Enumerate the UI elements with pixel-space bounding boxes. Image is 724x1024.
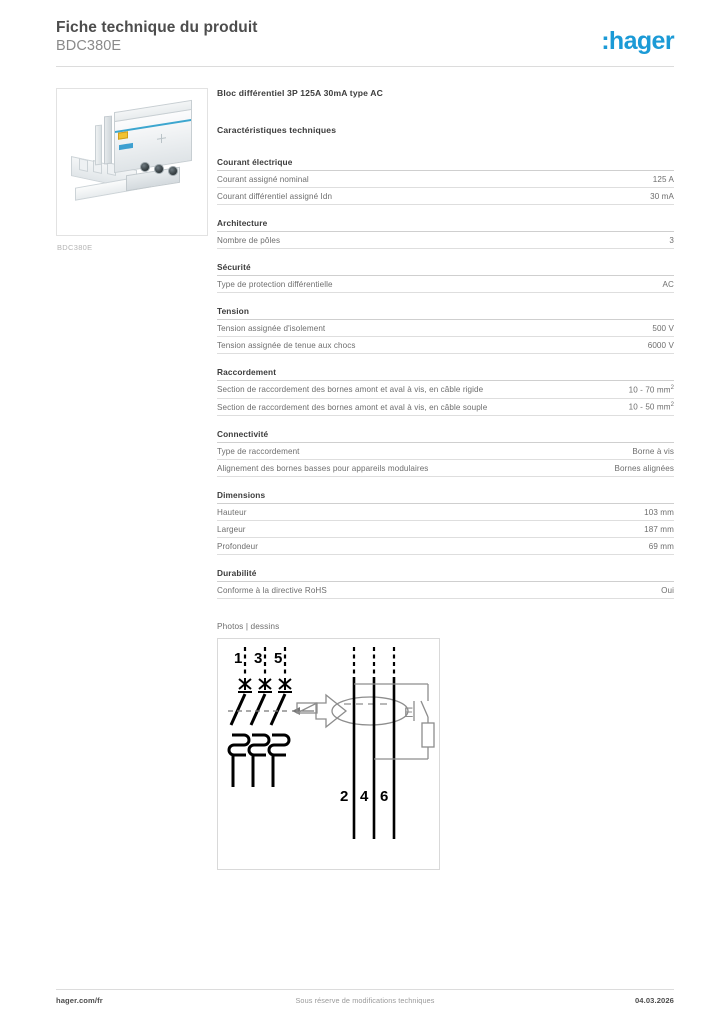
spec-value: 3 (669, 235, 674, 245)
spec-row (217, 399, 674, 417)
page-footer (56, 996, 674, 1010)
spec-group-title: Dimensions (217, 490, 674, 504)
spec-group (217, 157, 674, 205)
spec-row (217, 171, 674, 188)
spec-label: Section de raccordement des bornes amont et aval à vis, en câble souple (217, 402, 488, 412)
switch-blades (231, 694, 285, 725)
spec-row (217, 538, 674, 555)
product-terminal-port (140, 162, 150, 172)
incoming-leads-right (354, 647, 394, 677)
footer-disclaimer: Sous réserve de modifications techniques (295, 996, 435, 1005)
spec-group-title: Courant électrique (217, 157, 674, 171)
spec-label: Nombre de pôles (217, 235, 281, 245)
spec-label: Hauteur (217, 507, 247, 517)
spec-group (217, 568, 674, 599)
lower-leads-left (233, 755, 273, 787)
spec-row (217, 521, 674, 538)
spec-label: Tension assignée de tenue aux chocs (217, 340, 356, 350)
hager-logo: :hager (601, 27, 674, 55)
spec-value: Oui (661, 585, 674, 595)
trip-arrow (292, 707, 314, 715)
through-conductors (354, 677, 394, 839)
spec-row (217, 460, 674, 477)
product-clip (79, 158, 88, 172)
product-terminal-port (154, 164, 164, 174)
page-subtitle: BDC380E (56, 38, 122, 54)
spec-group-title: Durabilité (217, 568, 674, 582)
spec-row (217, 232, 674, 249)
coil-elements (229, 735, 289, 755)
spec-label: Type de protection différentielle (217, 279, 333, 289)
toroid-transformer (332, 697, 408, 725)
spec-row (217, 582, 674, 599)
specs-groups (217, 157, 674, 599)
spec-group-title: Architecture (217, 218, 674, 232)
spec-value: 69 mm (648, 541, 674, 551)
spec-label: Conforme à la directive RoHS (217, 585, 327, 595)
spec-label: Largeur (217, 524, 246, 534)
wiring-diagram-svg (218, 639, 441, 871)
terminal-label-2: 2 (340, 788, 349, 806)
spec-row (217, 504, 674, 521)
spec-value: 6000 V (647, 340, 674, 350)
footer-website[interactable]: hager.com/fr (56, 996, 103, 1005)
test-button-label: E (404, 704, 414, 721)
spec-value: Bornes alignées (614, 463, 674, 473)
footer-date: 04.03.2026 (634, 996, 674, 1005)
spec-value: AC (662, 279, 674, 289)
spec-value: 187 mm (644, 524, 674, 534)
spec-row (217, 320, 674, 337)
spec-group (217, 306, 674, 354)
spec-group (217, 429, 674, 477)
product-body (114, 109, 192, 173)
page-header (56, 18, 674, 68)
product-photo (56, 88, 208, 236)
terminal-label-5: 5 (274, 650, 283, 668)
page-title: Fiche technique du produit (56, 19, 258, 36)
spec-row (217, 337, 674, 354)
product-name: Bloc différentiel 3P 125A 30mA type AC (217, 88, 384, 98)
spec-row (217, 188, 674, 205)
spec-group (217, 218, 674, 249)
photos-section-title: Photos | dessins (217, 621, 280, 632)
terminal-label-6: 6 (380, 788, 389, 806)
spec-label: Alignement des bornes basses pour appareils modulaires (217, 463, 429, 473)
terminal-label-1: 1 (234, 650, 243, 668)
header-divider (56, 66, 674, 67)
spec-label: Courant assigné nominal (217, 174, 309, 184)
spec-group (217, 490, 674, 555)
spec-value: 125 A (652, 174, 674, 184)
contact-markers (238, 678, 292, 692)
footer-divider (56, 989, 674, 990)
terminal-label-3: 3 (254, 650, 263, 668)
spec-value: 30 mA (650, 191, 674, 201)
spec-group-title: Sécurité (217, 262, 674, 276)
spec-group-title: Raccordement (217, 367, 674, 381)
spec-label: Courant différentiel assigné Idn (217, 191, 333, 201)
wiring-diagram (217, 638, 440, 870)
spec-value: 103 mm (644, 507, 674, 517)
terminal-label-4: 4 (360, 788, 369, 806)
spec-row (217, 276, 674, 293)
spec-label: Section de raccordement des bornes amont et aval à vis, en câble rigide (217, 385, 484, 395)
specs-content (217, 88, 674, 870)
spec-value: 10 - 70 $mm^2$ (628, 384, 674, 395)
spec-value: 500 V (652, 323, 674, 333)
product-illustration (57, 89, 208, 236)
spec-row (217, 381, 674, 399)
spec-value: 10 - 50 $mm^2$ (628, 402, 674, 412)
spec-group (217, 262, 674, 293)
spec-label: Type de raccordement (217, 446, 300, 456)
spec-row (217, 443, 674, 460)
product-plus-marking (157, 133, 166, 143)
spec-group (217, 367, 674, 416)
spec-label: Tension assignée d'isolement (217, 323, 326, 333)
product-photo-caption: BDC380E (57, 243, 93, 252)
spec-value: Borne à vis (632, 446, 674, 456)
product-terminal-port (168, 166, 178, 176)
product-side-lever (95, 125, 102, 166)
specs-title: Caractéristiques techniques (217, 125, 337, 135)
spec-label: Profondeur (217, 541, 259, 551)
spec-group-title: Connectivité (217, 429, 674, 443)
product-lever (104, 116, 112, 165)
spec-group-title: Tension (217, 306, 674, 320)
